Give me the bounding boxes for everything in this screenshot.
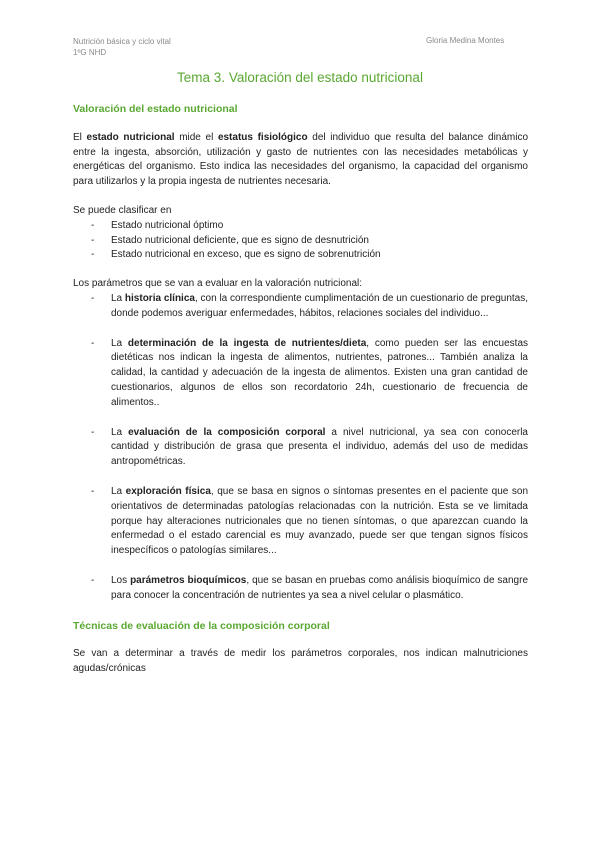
- parameters-list: [73, 292, 528, 604]
- param-desc: , con la correspondiente cumplimentación de un cuestionario de preguntas, donde podemos averiguar enfermedades, hábitos, relaciones sociales del individuo...: [111, 292, 529, 319]
- section-heading-valoracion: Valoración del estado nutricional: [73, 103, 238, 115]
- header-group: 1ºG NHD: [73, 48, 107, 57]
- header-course-block: [73, 36, 171, 58]
- list-item: - Estado nutricional óptimo: [73, 219, 528, 234]
- list-item: [73, 337, 528, 411]
- header-author: Gloria Medina Montes: [426, 36, 505, 45]
- param-desc: a nivel nutricional, ya sea con conocerla cantidad y distribución de grasa que presenta el individuo, además del uso de medidas antropométricas.: [111, 426, 528, 468]
- param-desc: , como pueden ser las encuestas dietéticas nos indican la ingesta de alimentos, nutrientes, patrones... También analiza la calidad, la cantidad y adecuación de la ingesta de alimentos. Existen una gran cantidad de cuestionarios, algunos de ellos son recordatorio 24h, cuestionario de frecuencia de alimentos..: [111, 337, 529, 408]
- param-pre: La: [111, 485, 126, 497]
- param-term: parámetros bioquímicos: [130, 574, 247, 586]
- intro-bold-1: estado nutricional: [86, 131, 175, 143]
- document-body: [73, 102, 528, 677]
- param-pre: Los: [111, 574, 131, 586]
- list-item: - Estado nutricional deficiente, que es signo de desnutrición: [73, 234, 528, 249]
- classify-lead: Se puede clasificar en: [73, 204, 172, 216]
- list-item: [73, 426, 528, 470]
- list-item: - Estado nutricional en exceso, que es signo de sobrenutrición: [73, 248, 528, 263]
- list-item: [73, 292, 528, 322]
- param-term: determinación de la ingesta de nutrientes/dieta: [127, 337, 367, 349]
- param-pre: La: [111, 292, 125, 304]
- list-item: [73, 574, 528, 604]
- intro-text-2: mide el: [174, 131, 218, 143]
- param-term: historia clínica: [124, 292, 195, 304]
- section-heading-tecnicas: Técnicas de evaluación de la composición corporal: [73, 619, 330, 632]
- params-lead: Los parámetros que se van a evaluar en la valoración nutricional:: [73, 278, 363, 290]
- param-desc: , que se basa en signos o síntomas presentes en el paciente que son orientativos de determinadas patologías relacionadas con la nutrición. Esta se ve limitada porque hay alteraciones nutricionales que no tienen síntomas, o que aparezcan cuando la enfermedad o el estado carencial es muy avanzado, puede ser que tengan signos físicos inespecíficos o patologías similares...: [111, 485, 528, 557]
- param-term: exploración física: [125, 485, 211, 497]
- classification-list: [73, 219, 528, 263]
- document-title: Tema 3. Valoración del estado nutricional: [177, 70, 423, 85]
- tecnicas-paragraph: Se van a determinar a través de medir los parámetros corporales, nos indican malnutriciones agudas/crónicas: [73, 648, 528, 675]
- param-pre: La: [111, 337, 128, 349]
- intro-paragraph: [73, 131, 528, 190]
- intro-text-3: del individuo que resulta del balance dinámico entre la ingesta, absorción, utilización y gasto de nutrientes con las necesidades metabólicas y energéticas del organismo. Esto indica las necesidades del organismo, la capacidad del organismo para utilizarlos y la propia ingesta de nutrientes necesaria.: [73, 131, 529, 188]
- intro-text-1: El: [73, 131, 87, 143]
- intro-bold-2: estatus fisiológico: [217, 131, 308, 143]
- param-pre: La: [111, 426, 129, 438]
- list-item: [73, 485, 528, 559]
- param-desc: , que se basan en pruebas como análisis bioquímico de sangre para conocer la concentración de nutrientes ya sea a nivel celular o plasmático.: [111, 574, 529, 601]
- param-term: evaluación de la composición corporal: [128, 426, 326, 438]
- header-course: Nutrición básica y ciclo vital: [73, 37, 171, 46]
